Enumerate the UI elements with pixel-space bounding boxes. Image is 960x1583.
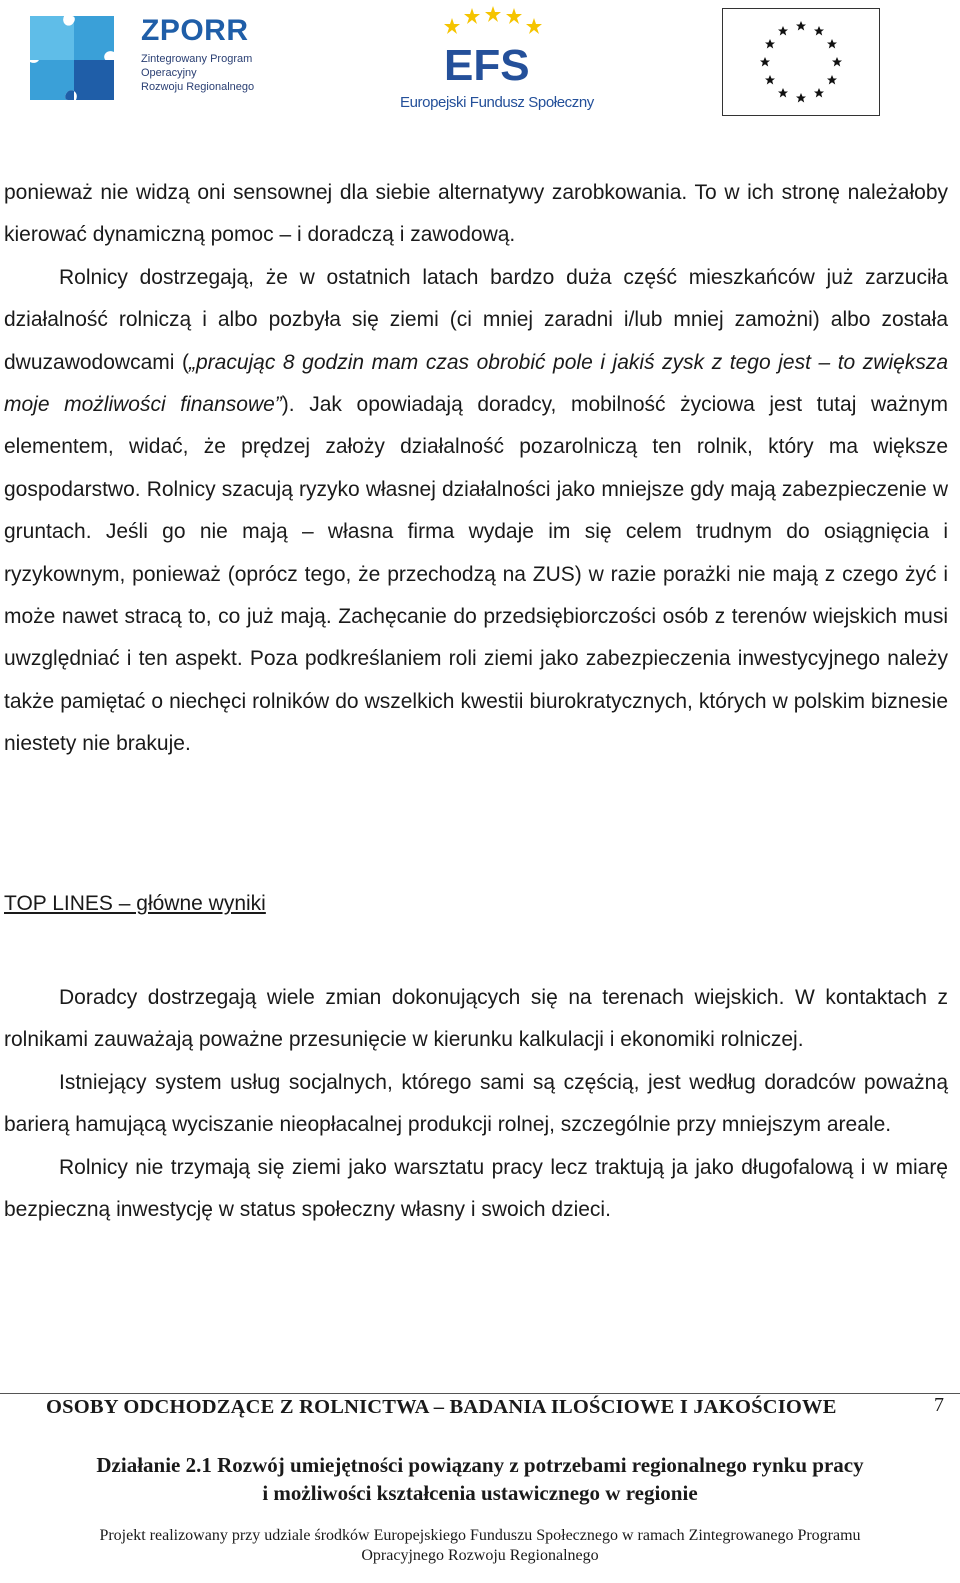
zporr-line3: Rozwoju Regionalnego — [141, 81, 255, 93]
zporr-subtitle — [141, 52, 254, 94]
paragraph-farmers-start: Rolnicy dostrzegają, że w ostatnich latach bardzo duża część mieszkańców już zarzuciła działalność rolniczą i albo pozbyła się ziemi (ci mniej zaradni i/lub mniej zamożni) albo została dwuzawodowcami ( — [4, 265, 948, 374]
body-text — [4, 172, 948, 766]
paragraph-continuation: ponieważ nie widzą oni sensownej dla siebie alternatywy zarobkowania. To w ich stronę należałoby kierować dynamiczną pomoc – i doradczą i zawodową. — [4, 181, 948, 247]
paragraph-farmers — [4, 257, 948, 766]
footer-divider — [0, 1393, 960, 1394]
section-paragraph: Istniejący system usług socjalnych, którego sami są częścią, jest według doradców poważną barierą hamującą wyciszanie nieopłacalnej produkcji rolnej, szczególnie przy mniejszym areale. — [4, 1070, 948, 1137]
footer-project-line1: Projekt realizowany przy udziale środków Europejskiego Funduszu Społecznego w ramach Zintegrowanego Programu — [99, 1527, 861, 1544]
footer-project — [0, 1526, 960, 1566]
footer-action-line1: Działanie 2.1 Rozwój umiejętności powiązany z potrzebami regionalnego rynku pracy — [96, 1453, 864, 1477]
eu-flag — [722, 8, 880, 116]
footer-project-line2: Opracyjnego Rozwoju Regionalnego — [361, 1547, 599, 1564]
footer-action-line2: i możliwości kształcenia ustawicznego w regionie — [262, 1481, 698, 1505]
footer-action — [0, 1451, 960, 1507]
section-heading: TOP LINES – główne wyniki — [4, 892, 266, 915]
section-paragraph: Rolnicy nie trzymają się ziemi jako warsztatu pracy lecz traktują ja jako długofalową i w miarę bezpieczną inwestycję w status społeczny własny i swoich dzieci. — [4, 1155, 948, 1222]
efs-subtitle: Europejski Fundusz Społeczny — [400, 94, 594, 111]
paragraph-farmers-end: ). Jak opowiadają doradcy, mobilność życiowa jest tutaj ważnym elementem, widać, że prędzej założy działalność pozarolniczą ten rolnik, który ma większe gospodarstwo. Rolnicy szacują ryzyko własnej działalności jako mniejsze gdy mają zabezpieczenie w gruntach. Jeśli go nie mają – własna firma wydaje im się celem trudnym do osiągnięcia i ryzykownym, ponieważ (oprócz tego, że przechodzą na ZUS) w razie porażki nie mają z czego żyć i może nawet stracą to, co już mają. Zachęcanie do przedsiębiorczości osób z terenów wiejskich musi uwzględniać i ten aspekt. Poza podkreślaniem roli ziemi jako zabezpieczenia inwestycyjnego należy także pamiętać o niechęci rolników do wszelkich kwestii biurokratycznych, których w polskim biznesie niestety nie brakuje. — [4, 393, 948, 756]
efs-stars-icon — [400, 4, 600, 94]
footer-title: OSOBY ODCHODZĄCE Z ROLNICTWA – BADANIA ILOŚCIOWE I JAKOŚCIOWE — [46, 1396, 837, 1418]
zporr-line2: Operacyjny — [141, 67, 197, 79]
header-logos — [0, 0, 960, 130]
puzzle-icon — [26, 12, 121, 106]
page-number: 7 — [934, 1394, 944, 1416]
farmer-quote: „pracując 8 godzin mam czas obrobić pole i jakiś zysk z tego jest – to zwiększa moje możliwości finansowe” — [4, 350, 948, 417]
eu-flag-icon — [723, 9, 879, 115]
svg-text:EFS: EFS — [444, 41, 530, 90]
zporr-title: ZPORR — [141, 14, 249, 47]
section-paragraph: Doradcy dostrzegają wiele zmian dokonujących się na terenach wiejskich. W kontaktach z rolnikami zauważają poważne przesunięcie w kierunku kalkulacji i ekonomiki rolniczej. — [4, 986, 948, 1052]
zporr-line1: Zintegrowany Program — [141, 53, 253, 65]
section-body — [4, 977, 948, 1231]
efs-logo — [400, 4, 600, 119]
zporr-logo — [26, 12, 266, 106]
